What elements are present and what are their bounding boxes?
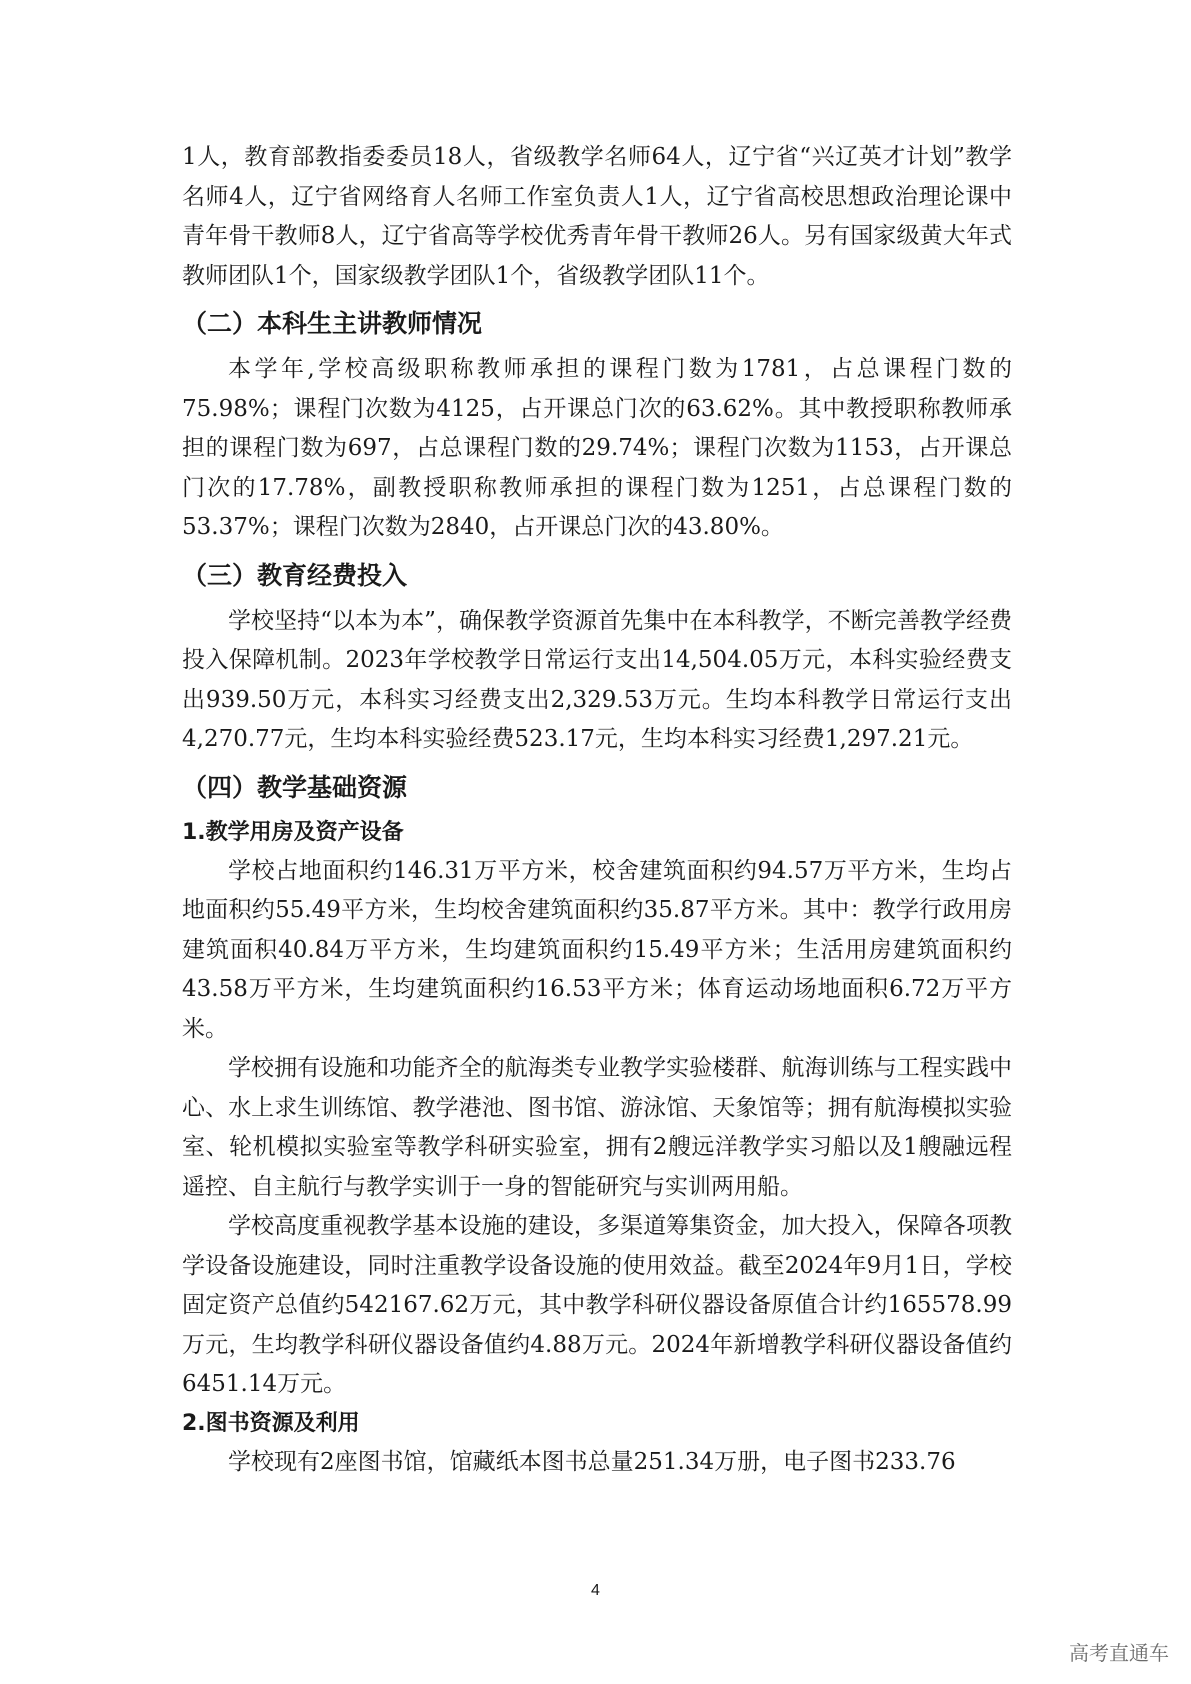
paragraph-assets: 学校高度重视教学基本设施的建设，多渠道筹集资金，加大投入，保障各项教学设备设施建设，同时注重教学设备设施的使用效益。截至2024年9月1日，学校固定资产总值约542167.62万元，其中教学科研仪器设备原值合计约165578.99万元，生均教学科研仪器设备值约4.88万元。2024年新增教学科研仪器设备值约6451.14万元。 [182,1213,1012,1397]
heading-lecturers: （二）本科生主讲教师情况 [182,309,483,338]
paragraph-facilities: 学校拥有设施和功能齐全的航海类专业教学实验楼群、航海训练与工程实践中心、水上求生训练馆、教学港池、图书馆、游泳馆、天象馆等；拥有航海模拟实验室、轮机模拟实验室等教学科研实验室，拥有2艘远洋教学实习船以及1艘融远程遥控、自主航行与教学实训于一身的智能研究与实训两用船。 [182,1055,1012,1200]
page-number: 4 [591,1582,600,1599]
paragraph-funding: 学校坚持“以本为本”，确保教学资源首先集中在本科教学，不断完善教学经费投入保障机制。2023年学校教学日常运行支出14,504.05万元，本科实验经费支出939.50万元，本科实习经费支出2,329.53万元。生均本科教学日常运行支出4,270.77元，生均本科实验经费523.17元，生均本科实习经费1,297.21元。 [182,607,1012,752]
paragraph-lecturers: 本学年,学校高级职称教师承担的课程门数为1781，占总课程门数的75.98%；课程门次数为4125，占开课总门次的63.62%。其中教授职称教师承担的课程门数为697，占总课程门数的29.74%；课程门次数为1153，占开课总门次的17.78%，副教授职称教师承担的课程门数为1251，占总课程门数的53.37%；课程门次数为2840，占开课总门次的43.80%。 [182,356,1012,540]
document-body [182,138,1012,1482]
watermark: 高考直通车 [1069,1641,1169,1665]
paragraph-library: 学校现有2座图书馆，馆藏纸本图书总量251.34万册，电子图书233.76 [228,1448,956,1475]
subheading-buildings: 1.教学用房及资产设备 [182,819,404,845]
paragraph-teacher-awards: 1人，教育部教指委委员18人，省级教学名师64人，辽宁省“兴辽英才计划”教学名师4人，辽宁省网络育人名师工作室负责人1人，辽宁省高校思想政治理论课中青年骨干教师8人，辽宁省高等学校优秀青年骨干教师26人。另有国家级黄大年式教师团队1个，国家级教学团队1个，省级教学团队11个。 [182,144,1012,289]
heading-resources: （四）教学基础资源 [182,772,408,802]
subheading-library: 2.图书资源及利用 [182,1410,360,1436]
paragraph-area: 学校占地面积约146.31万平方米，校舍建筑面积约94.57万平方米，生均占地面积约55.49平方米，生均校舍建筑面积约35.87平方米。其中：教学行政用房建筑面积40.84万平方米，生均建筑面积约15.49平方米；生活用房建筑面积约43.58万平方米，生均建筑面积约16.53平方米；体育运动场地面积6.72万平方米。 [182,857,1012,1042]
heading-funding: （三）教育经费投入 [182,560,408,590]
